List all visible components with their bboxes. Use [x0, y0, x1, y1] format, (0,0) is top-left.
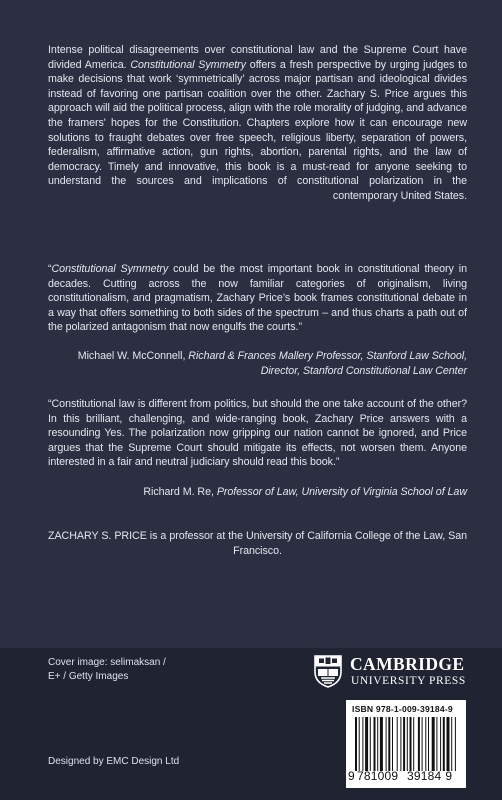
endorsement-2-attribution: [48, 485, 467, 500]
quote-1-open: “: [48, 263, 52, 275]
ean-group-2c: 4: [434, 769, 442, 783]
isbn-label: ISBN 978-1-009-39184-9: [352, 704, 453, 714]
cambridge-crest-icon: [314, 655, 342, 688]
endorser-1-name: Michael W. McConnell,: [77, 350, 189, 362]
ean-digits: [348, 769, 464, 783]
isbn-barcode: [346, 700, 466, 788]
blurb-book-title: Constitutional Symmetry: [130, 58, 246, 71]
ean-group-2a: 391: [407, 769, 428, 783]
ean-trail: 9: [445, 769, 453, 783]
ean-digit-lead: 9: [348, 769, 355, 783]
blurb-part-2: offers a fresh perspective by urging judges to make decisions that work ‘symmetrically’ across major partisan and ideological divides instead of favoring one partisan coalition over the other. Zachary S. Price argues this approach will aid the political process, align with the role morality of judging, and advance the framers' hopes for the Constitution. Chapters explore how it can encourage new solutions to fraught debates over free speech, religious liberty, separation of powers, federalism, affirmative action, gun rights, abortion, parental rights, and the law of democracy. Timely and innovative, this book is a must-read for anyone seeking to understand the sources and implications of constitutional polarization in the contemporary United States.: [48, 58, 468, 202]
ean-group-1: 781009: [357, 769, 399, 783]
book-description: [48, 43, 467, 204]
publisher-name: CAMBRIDGE: [350, 654, 465, 674]
quote-1-text: could be the most important book in constitutional theory in decades. Cutting across the now familiar categories of originalism, living constitutionalism, and pragmatism, Zachary Price’s book frames constitutional debate in a way that offers something to both sides of the spectrum – and thus charts a path out of the polarized antagonism that now engulfs the courts.”: [48, 263, 468, 334]
endorsement-quote-2: [48, 397, 467, 470]
publisher-subname: UNIVERSITY PRESS: [351, 675, 466, 687]
blurb-part-1: Intense political disagreements over constitutional law and the Supreme Court have divided America.: [48, 44, 467, 71]
endorsement-quote-1: [48, 262, 467, 335]
cover-image-credit: Cover image: selimaksan / E+ / Getty Images: [48, 657, 166, 682]
quote-1-book-title: Constitutional Symmetry: [51, 263, 169, 275]
designer-credit: Designed by EMC Design Ltd: [48, 756, 180, 767]
ean-group-2b: 8: [427, 769, 435, 783]
endorser-1-role: Richard & Frances Mallery Professor, Stanford Law School, Director, Stanford Constitutional Law Center: [188, 350, 467, 377]
endorser-2-role: Professor of Law, University of Virginia School of Law: [216, 486, 467, 498]
author-bio: ZACHARY S. PRICE is a professor at the University of California College of the Law, San Francisco.: [48, 530, 467, 557]
endorsement-1-attribution: [48, 349, 467, 378]
barcode-bars: [355, 717, 459, 771]
endorser-2-name: Richard M. Re,: [143, 486, 217, 498]
quote-2-text: “Constitutional law is different from politics, but should the one take account of the other? In this brilliant, challenging, and wide-ranging book, Zachary Price answers with a resounding Yes. The polarization now gripping our nation cannot be ignored, and Price argues that the Supreme Court should mitigate its effects, not worsen them. Anyone interested in a fair and neutral judiciary should read this book.”: [48, 398, 467, 469]
publisher-logo: [314, 653, 474, 693]
